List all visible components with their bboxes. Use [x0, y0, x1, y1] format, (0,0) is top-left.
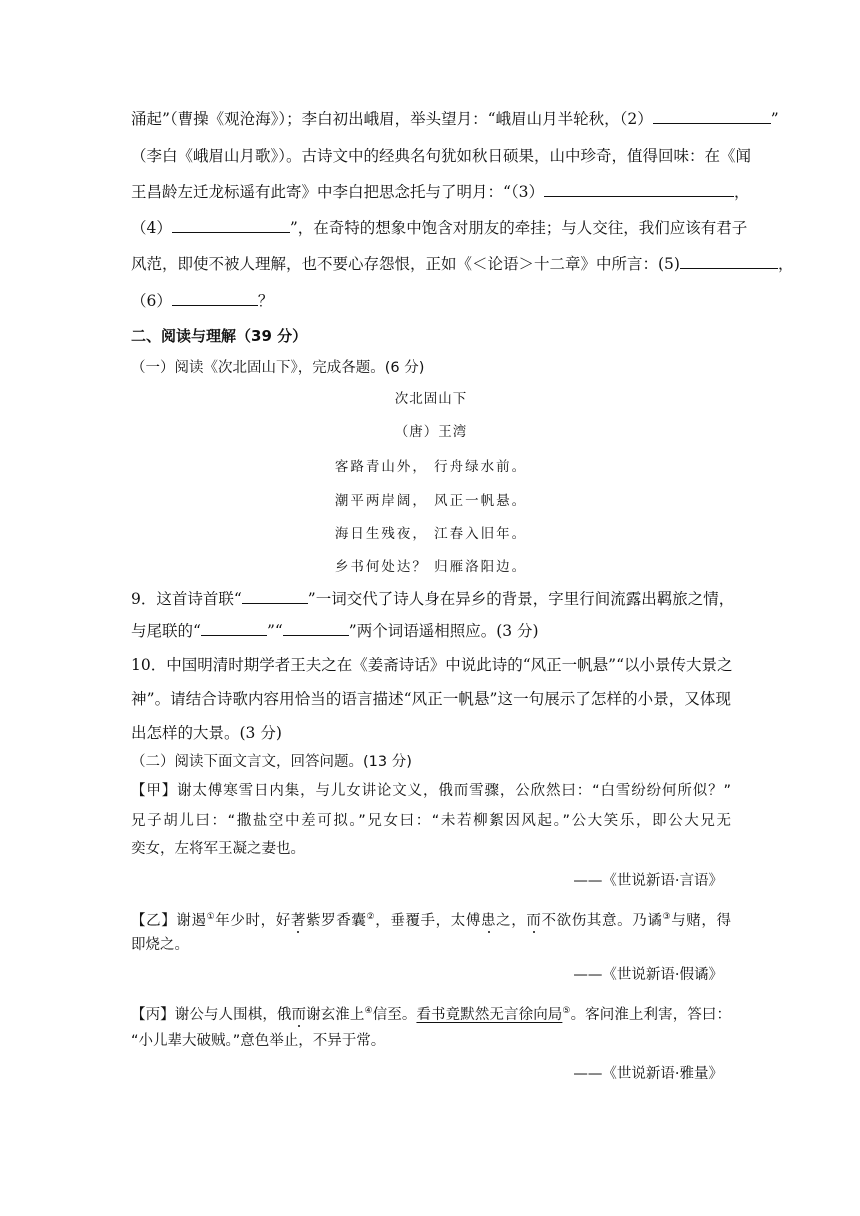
fill-text: （李白《峨眉山月歌》）。古诗文中的经典名句犹如秋日硕果，山中珍奇，值得回味：在《闻	[131, 147, 752, 165]
answer-blank-3[interactable]	[544, 182, 734, 197]
fill-text: 王昌龄左迁龙标遥有此寄》中李白把思念托与了明月：“（3）	[131, 183, 545, 201]
fill-text: ”	[770, 110, 779, 128]
passage-jia-line-2: 兄子胡儿曰：“撒盐空中差可拟。”兄女曰：“未若柳絮因风起。”公大笑乐，即公大兄无	[131, 813, 731, 829]
fill-text: （4）	[131, 219, 172, 237]
question-9-line-2	[131, 620, 731, 642]
q9-text: ”“	[266, 622, 283, 640]
bing-text: 。客问淮上利害，答曰：	[570, 1006, 731, 1023]
footnote-mark: ②	[366, 912, 376, 922]
fill-line-4	[131, 217, 748, 239]
bing-text: 【丙】谢公与人围棋，俄	[131, 1006, 292, 1023]
fill-text: 涌起”（曹操《观沧海》）；李白初出峨眉，举头望月：“峨眉山月半轮秋，（2）	[131, 110, 653, 128]
footnote-mark: ①	[206, 912, 216, 922]
fill-line-3	[131, 181, 750, 203]
passage-yi-line-2: 即烧之。	[131, 937, 189, 953]
passage-bing-line-1	[131, 1000, 731, 1026]
passage-jia-line-3: 奕女，左将军王凝之妻也。	[131, 841, 305, 857]
yi-text: ，垂覆手，太傅	[375, 912, 482, 929]
poem-line: 海日生残夜， 江春入旧年。	[334, 526, 528, 542]
fill-text: ”，在奇特的想象中饱含对朋友的牵挂；与人交往，我们应该有君子	[289, 219, 748, 237]
poem-title: 次北固山下	[394, 391, 468, 407]
dotted-character: 患	[481, 912, 497, 929]
fill-text: ，	[734, 183, 750, 201]
passage-bing-line-2: “小儿辈大破贼。”意色举止，不异于常。	[131, 1033, 386, 1049]
q9-text: ”一词交代了诗人身在异乡的背景，字里行间流露出羁旅之情，	[307, 590, 735, 608]
dotted-character: 而	[526, 912, 542, 929]
passage-jia-line-1: 【甲】谢太傅寒雪日内集，与儿女讲论文义，俄而雪骤，公欣然曰：“白雪纷纷何所似？”	[131, 783, 731, 799]
fill-line-5	[131, 253, 794, 275]
question-9-line-1	[131, 588, 735, 610]
fill-text: （6）	[131, 292, 172, 310]
section-title: 二、阅读与理解（39 分）	[131, 327, 308, 345]
yi-text: 年少时，好	[215, 912, 291, 929]
passage-yi-source: ——《世说新语·假谲》	[573, 967, 723, 983]
poem-line: 乡书何处达？ 归雁洛阳边。	[334, 559, 528, 575]
part2-intro: （二）阅读下面文言文，回答问题。(13 分)	[131, 754, 412, 770]
yi-text: 【乙】谢遏	[131, 912, 207, 929]
question-10-line-2: 神”。请结合诗歌内容用恰当的语言描述“风正一帆悬”这一句展示了怎样的小景，又体现	[131, 690, 731, 708]
question-10-line-1: 10．中国明清时期学者王夫之在《姜斋诗话》中说此诗的“风正一帆悬”“以小景传大景之	[131, 656, 733, 674]
yi-text: 不欲伤其意。乃谲	[541, 912, 663, 929]
fill-line-1	[131, 108, 779, 130]
passage-jia-source: ——《世说新语·言语》	[573, 873, 723, 889]
fill-line-2	[131, 145, 752, 167]
footnote-mark: ⑤	[562, 1006, 571, 1016]
bing-text: 信至。	[372, 1006, 417, 1023]
passage-yi-line-1	[131, 906, 731, 932]
footnote-mark: ③	[662, 912, 672, 922]
answer-blank-q9-3[interactable]	[283, 621, 349, 636]
fill-text: ？	[257, 292, 274, 310]
yi-text: 紫罗香囊	[306, 912, 367, 929]
yi-text: 之，	[496, 912, 527, 929]
footnote-mark: ④	[364, 1006, 373, 1016]
dotted-character: 而	[291, 1006, 307, 1023]
q9-text: ”两个词语遥相照应。(3 分)	[348, 622, 539, 640]
answer-blank-q9-2[interactable]	[201, 621, 267, 636]
part1-intro: （一）阅读《次北固山下》，完成各题。(6 分)	[131, 360, 425, 376]
poem-author: （唐）王湾	[394, 424, 468, 440]
poem-line: 潮平两岸阔， 风正一帆悬。	[334, 493, 528, 509]
answer-blank-2[interactable]	[653, 109, 771, 124]
yi-text: 与赌，得	[671, 912, 732, 929]
answer-blank-6[interactable]	[172, 291, 258, 306]
bing-text: 谢玄淮上	[306, 1006, 365, 1023]
fill-text: 风范，即使不被人理解，也不要心存怨恨，正如《＜论语＞十二章》中所言：(5)	[131, 255, 680, 273]
question-10-line-3: 出怎样的大景。(3 分)	[131, 724, 282, 742]
answer-blank-5[interactable]	[680, 254, 778, 269]
answer-blank-q9-1[interactable]	[242, 589, 308, 604]
underlined-sentence: 看书竟默然无言徐向局	[416, 1006, 563, 1023]
q9-text: 9．这首诗首联“	[131, 590, 242, 608]
answer-blank-4[interactable]	[172, 218, 290, 233]
poem-line: 客路青山外， 行舟绿水前。	[334, 459, 528, 475]
passage-bing-source: ——《世说新语·雅量》	[573, 1066, 723, 1082]
fill-text: ，	[777, 255, 794, 273]
q9-text: 与尾联的“	[131, 622, 201, 640]
dotted-character: 著	[290, 912, 307, 929]
fill-line-6	[131, 290, 731, 312]
